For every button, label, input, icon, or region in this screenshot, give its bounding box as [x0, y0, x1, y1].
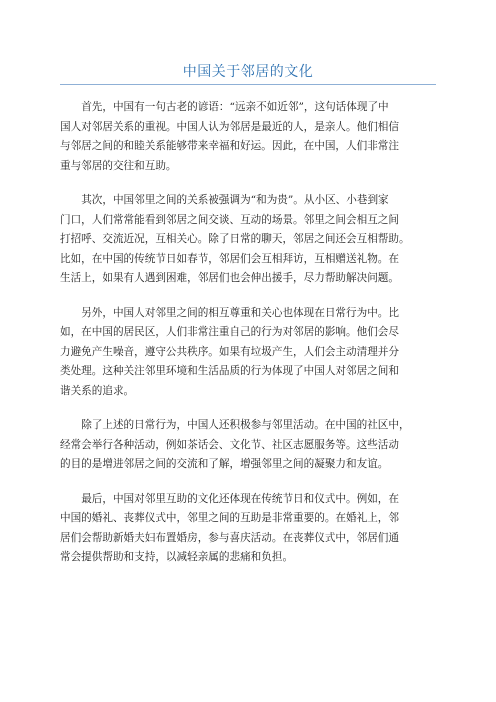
- paragraph-line: 中国的婚礼、丧葬仪式中，邻里之间的互助是非常重要的。在婚礼上，邻: [60, 512, 399, 524]
- paragraph-line: 重与邻居的交往和互助。: [60, 159, 177, 172]
- paragraph-line: 比如，在中国的传统节日如春节，邻居们会互相拜访，互相赠送礼物。在: [60, 252, 399, 265]
- paragraph-line: 最后，中国对邻里互助的文化还体现在传统节日和仪式中。例如，在: [81, 492, 399, 505]
- paragraph-line: 力避免产生噪音，遵守公共秩序。如果有垃圾产生，人们会主动清理并分: [60, 345, 399, 358]
- title-divider: [60, 84, 436, 85]
- paragraph-line: 居们会帮助新婚夫妇布置婚房，参与喜庆活动。在丧葬仪式中，邻居们通: [60, 531, 399, 544]
- paragraph-line: 首先，中国有一句古老的谚语：“远亲不如近邻”，这句话体现了中: [81, 101, 389, 113]
- paragraph-line: 门口，人们常常能看到邻居之间交谈、互动的场景。邻里之间会相互之间: [60, 213, 399, 226]
- paragraph-line: 除了上述的日常行为，中国人还积极参与邻里活动。在中国的社区中，: [81, 419, 410, 431]
- paragraph: [60, 416, 442, 475]
- document-body: [60, 98, 442, 583]
- paragraph-line: 谐关系的追求。: [60, 384, 135, 397]
- paragraph-line: 的目的是增进邻居之间的交流和了解，增强邻里之间的凝聚力和友谊。: [60, 458, 389, 470]
- page-title: 中国关于邻居的文化: [182, 64, 314, 80]
- paragraph-line: 经常会举行各种活动，例如茶话会、文化节、社区志愿服务等。这些活动: [60, 438, 399, 451]
- paragraph-line: 与邻居之间的和睦关系能够带来幸福和好运。因此，在中国，人们非常注: [60, 140, 399, 152]
- paragraph-line: 常会提供帮助和支持，以减轻亲属的悲痛和负担。: [60, 551, 294, 563]
- paragraph-line: 打招呼、交流近况，互相关心。除了日常的聊天，邻居之间还会互相帮助。: [60, 233, 410, 245]
- paragraph-line: 另外，中国人对邻里之间的相互尊重和关心也体现在日常行为中。比: [81, 306, 399, 319]
- paragraph-line: 其次，中国邻里之间的关系被强调为“和为贵”。从小区、小巷到家: [81, 194, 389, 206]
- paragraph: [60, 191, 442, 289]
- paragraph: [60, 304, 442, 402]
- paragraph: [60, 490, 442, 568]
- paragraph-line: 类处理。这种关注邻里环境和生活品质的行为体现了中国人对邻居之间和: [60, 365, 399, 377]
- paragraph-line: 国人对邻居关系的重视。中国人认为邻居是最近的人，是亲人。他们相信: [60, 120, 399, 133]
- paragraph: [60, 98, 442, 176]
- paragraph-line: 如，在中国的居民区，人们非常注重自己的行为对邻居的影响。他们会尽: [60, 326, 399, 338]
- paragraph-line: 生活上，如果有人遇到困难，邻居们也会伸出援手，尽力帮助解决问题。: [60, 272, 399, 284]
